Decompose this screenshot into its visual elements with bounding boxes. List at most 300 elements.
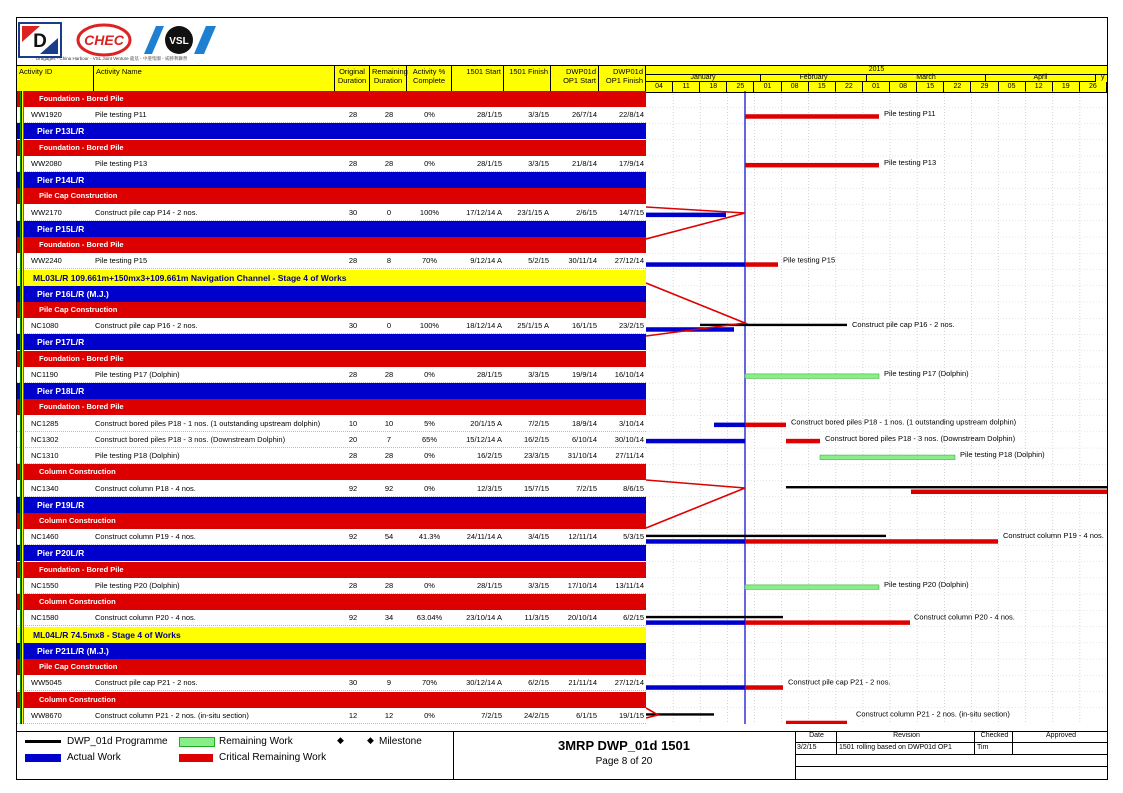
finish-date: 5/2/15 <box>528 256 549 266</box>
original-duration: 28 <box>348 256 358 266</box>
dwp-start: 19/9/14 <box>571 369 597 379</box>
timescale-day: 15 <box>917 82 944 92</box>
gantt-activity-label: Construct column P20 - 4 nos. <box>914 612 1015 622</box>
pier-group-row <box>17 383 646 399</box>
critical-bar <box>911 490 1107 495</box>
activity-name: Pile testing P15 <box>95 256 148 266</box>
col-dstart-l2: OP1 Start <box>563 76 596 85</box>
col-activity-id: Activity ID <box>17 66 94 92</box>
pier-group-row <box>17 545 646 561</box>
dwp-start: 31/10/14 <box>567 451 597 461</box>
timescale-month: February <box>761 74 867 82</box>
table-row <box>17 318 646 334</box>
activity-name: Construct column P19 - 4 nos. <box>95 532 196 542</box>
dragages-logo <box>18 22 62 58</box>
title-block-title: 3MRP DWP_01d 1501 <box>558 738 690 753</box>
chec-logo <box>76 22 132 58</box>
remaining-duration: 8 <box>386 256 392 266</box>
start-date: 23/10/14 A <box>466 613 502 623</box>
group-label: Pier P13L/R <box>37 126 85 137</box>
col-dfinish-l2: OP1 Finish <box>605 76 643 85</box>
remaining-duration: 28 <box>384 580 394 590</box>
dwp-finish: 16/10/14 <box>614 369 644 379</box>
gantt-activity-label: Pile testing P11 <box>884 109 936 119</box>
col-rem-l1: Remaining <box>372 67 408 76</box>
timescale-month: January <box>646 74 761 82</box>
start-date: 15/12/14 A <box>466 434 502 444</box>
original-duration: 28 <box>348 158 358 168</box>
group-label: Pier P17L/R <box>37 337 85 348</box>
start-date: 16/2/15 <box>476 451 502 461</box>
pier-group-row <box>17 172 646 188</box>
legend-programme-swatch <box>25 740 61 743</box>
activity-pct: 0% <box>424 110 435 120</box>
timescale-day: 25 <box>727 82 754 92</box>
original-duration: 92 <box>348 532 358 542</box>
rev-entry-checked: Tim <box>975 743 1013 755</box>
start-date: 28/1/15 <box>476 580 502 590</box>
table-row <box>17 432 646 448</box>
timescale-day: 18 <box>700 82 727 92</box>
legend-critical-swatch <box>179 754 213 762</box>
legend-critical-label: Critical Remaining Work <box>219 752 327 763</box>
activity-pct: 0% <box>424 451 435 461</box>
pier-group-row <box>17 497 646 513</box>
remaining-duration: 10 <box>384 418 394 428</box>
activity-name: Construct pile cap P16 - 2 nos. <box>95 321 198 331</box>
pier-group-row <box>17 334 646 350</box>
gantt-activity-label: Pile testing P20 (Dolphin) <box>884 579 969 589</box>
rev-header-checked: Checked <box>975 731 1013 743</box>
table-row <box>17 610 646 626</box>
revision-table <box>795 731 1107 779</box>
gantt-activity-label: Pile testing P13 <box>884 157 937 167</box>
activity-pct: 100% <box>419 207 440 217</box>
section-group-row <box>17 91 646 107</box>
start-date: 24/11/14 A <box>466 532 502 542</box>
actual-bar <box>646 539 745 544</box>
remaining-duration: 28 <box>384 451 394 461</box>
remaining-duration: 0 <box>386 321 392 331</box>
activity-pct: 41.3% <box>418 532 441 542</box>
original-duration: 20 <box>348 434 358 444</box>
timescale <box>646 66 1107 92</box>
programme-bar <box>646 535 886 537</box>
original-duration: 28 <box>348 580 358 590</box>
col-dfinish-l1: DWP01d <box>612 67 643 76</box>
section-group-row <box>17 302 646 318</box>
col-1501-finish: 1501 Finish <box>504 66 551 92</box>
activity-id: NC1285 <box>31 418 59 428</box>
rev-entry-date: 3/2/15 <box>795 743 837 755</box>
activity-id: NC1302 <box>31 434 59 444</box>
activity-pct: 65% <box>421 434 437 444</box>
dwp-start: 21/8/14 <box>571 158 597 168</box>
original-duration: 30 <box>348 678 358 688</box>
dwp-start: 6/1/15 <box>576 710 597 720</box>
col-pct-l2: Complete <box>412 76 446 85</box>
activity-id: WW2170 <box>31 207 62 217</box>
table-row <box>17 253 646 269</box>
section-group-row <box>17 692 646 708</box>
table-row <box>17 205 646 221</box>
group-label: Pile Cap Construction <box>39 304 118 314</box>
programme-bar <box>786 486 1107 488</box>
dwp-start: 6/10/14 <box>571 434 597 444</box>
actual-bar <box>646 685 745 690</box>
gantt-activity-label: Pile testing P17 (Dolphin) <box>884 368 969 378</box>
legend-actual-swatch <box>25 754 61 762</box>
section-group-row <box>17 513 646 529</box>
timescale-day: 05 <box>999 82 1026 92</box>
finish-date: 24/2/15 <box>523 710 549 720</box>
legend-remaining-swatch <box>179 737 215 747</box>
group-label: Pier P14L/R <box>37 175 85 186</box>
table-row <box>17 578 646 594</box>
dwp-finish: 5/3/15 <box>623 532 644 542</box>
timescale-day: 22 <box>836 82 863 92</box>
finish-date: 3/3/15 <box>528 369 549 379</box>
activity-id: NC1550 <box>31 580 59 590</box>
rev-entry-revision: 1501 rolling based on DWP01d OP1 <box>837 743 975 755</box>
dwp-start: 7/2/15 <box>576 483 597 493</box>
dwp-start: 20/10/14 <box>567 613 597 623</box>
gantt-activity-label: Construct column P21 - 2 nos. (in-situ section) <box>856 709 1010 719</box>
timescale-day: 04 <box>646 82 673 92</box>
activity-id: NC1080 <box>31 321 59 331</box>
dwp-finish: 6/2/15 <box>623 613 644 623</box>
col-dwp-finish <box>599 66 646 92</box>
group-label: Pier P21L/R (M.J.) <box>37 645 109 656</box>
gantt-chart <box>646 91 1107 724</box>
original-duration: 92 <box>348 483 358 493</box>
activity-name: Pile testing P17 (Dolphin) <box>95 369 180 379</box>
start-date: 30/12/14 A <box>466 678 502 688</box>
col-original-duration <box>335 66 370 92</box>
col-pct-l1: Activity % <box>412 67 446 76</box>
activity-name: Construct column P21 - 2 nos. (in-situ section) <box>95 710 249 720</box>
section-group-row <box>17 562 646 578</box>
actual-bar <box>646 213 726 218</box>
actual-bar <box>714 423 745 428</box>
critical-bar <box>745 423 786 428</box>
activity-id: NC1190 <box>31 369 58 379</box>
dwp-start: 30/11/14 <box>568 256 597 266</box>
rev-header-approved: Approved <box>1013 731 1107 743</box>
svg-text:VSL: VSL <box>169 36 189 47</box>
group-label: Pier P15L/R <box>37 223 85 234</box>
svg-text:CHEC: CHEC <box>84 32 124 48</box>
activity-name: Pile testing P20 (Dolphin) <box>95 580 180 590</box>
start-date: 28/1/15 <box>476 369 502 379</box>
group-label: Pier P18L/R <box>37 386 85 397</box>
remaining-duration: 12 <box>384 710 394 720</box>
finish-date: 6/2/15 <box>528 678 549 688</box>
original-duration: 28 <box>348 369 358 379</box>
activity-pct: 70% <box>421 678 437 688</box>
finish-date: 3/3/15 <box>528 110 549 120</box>
start-date: 20/1/15 A <box>470 418 502 428</box>
section-group-row <box>17 351 646 367</box>
critical-bar <box>745 685 783 690</box>
dwp-finish: 22/8/14 <box>618 110 644 120</box>
original-duration: 30 <box>348 207 358 217</box>
gantt-activity-label: Construct pile cap P16 - 2 nos. <box>852 320 955 330</box>
activity-pct: 63.04% <box>416 613 443 623</box>
title-block-page: Page 8 of 20 <box>595 756 653 767</box>
group-label: Foundation - Bored Pile <box>39 402 124 412</box>
section-group-row <box>17 188 646 204</box>
timescale-month: April <box>986 74 1096 82</box>
finish-date: 15/7/15 <box>523 483 549 493</box>
group-label: Foundation - Bored Pile <box>39 94 124 103</box>
finish-date: 11/3/15 <box>524 613 549 623</box>
critical-bar <box>786 721 847 724</box>
section-group-row <box>17 594 646 610</box>
svg-text:D: D <box>33 31 47 52</box>
activity-name: Pile testing P13 <box>95 158 148 168</box>
start-date: 17/12/14 A <box>466 207 502 217</box>
original-duration: 92 <box>348 613 358 623</box>
dwp-finish: 27/12/14 <box>614 678 644 688</box>
col-orig-l1: Original <box>339 67 365 76</box>
start-date: 28/1/15 <box>476 110 502 120</box>
remaining-duration: 9 <box>386 678 392 688</box>
start-date: 12/3/15 <box>476 483 502 493</box>
start-date: 28/1/15 <box>476 158 502 168</box>
pier-group-row <box>17 123 646 139</box>
activity-name: Construct column P18 - 4 nos. <box>95 483 196 493</box>
col-orig-l2: Duration <box>337 76 367 85</box>
group-label: Column Construction <box>39 694 116 704</box>
original-duration: 28 <box>348 451 358 461</box>
activity-name: Construct pile cap P14 - 2 nos. <box>95 207 198 217</box>
table-row <box>17 107 646 123</box>
critical-bar <box>745 539 998 544</box>
remaining-duration: 28 <box>384 158 394 168</box>
dwp-finish: 19/1/15 <box>618 710 644 720</box>
group-label: ML04L/R 74.5mx8 - Stage 4 of Works <box>33 629 181 640</box>
activity-name: Construct column P20 - 4 nos. <box>95 613 196 623</box>
timescale-day: 15 <box>809 82 836 92</box>
timescale-day: 08 <box>890 82 917 92</box>
remaining-bar <box>745 374 879 379</box>
table-row <box>17 416 646 432</box>
timescale-day: 22 <box>944 82 971 92</box>
dwp-start: 16/1/15 <box>571 321 597 331</box>
table-row <box>17 675 646 691</box>
timescale-month: March <box>867 74 986 82</box>
timescale-day: 08 <box>782 82 809 92</box>
timescale-day: 12 <box>1026 82 1053 92</box>
gantt-activity-label: Construct bored piles P18 - 1 nos. (1 outstanding upstream dolphin) <box>791 417 1017 427</box>
pier-group-row <box>17 643 646 659</box>
col-dwp-start <box>551 66 599 92</box>
activity-pct: 100% <box>419 321 440 331</box>
remaining-duration: 54 <box>384 532 394 542</box>
timescale-day: 26 <box>1080 82 1107 92</box>
group-label: Pile Cap Construction <box>39 662 118 672</box>
activity-pct: 0% <box>424 710 435 720</box>
dwp-finish: 23/2/15 <box>618 321 644 331</box>
rev-entry-approved <box>1013 743 1107 755</box>
rev-header-date: Date <box>795 731 837 743</box>
critical-bar <box>745 114 879 119</box>
start-date: 7/2/15 <box>481 710 502 720</box>
remaining-duration: 28 <box>384 110 394 120</box>
legend-actual-label: Actual Work <box>67 752 121 763</box>
col-1501-start: 1501 Start <box>452 66 504 92</box>
section-group-row <box>17 237 646 253</box>
dwp-finish: 27/12/14 <box>614 256 644 266</box>
stage-header-row <box>17 270 646 286</box>
activity-name: Pile testing P11 <box>95 110 147 120</box>
original-duration: 30 <box>348 321 358 331</box>
dwp-finish: 8/6/15 <box>623 483 644 493</box>
activity-pct: 70% <box>421 256 437 266</box>
activity-name: Pile testing P18 (Dolphin) <box>95 451 180 461</box>
timescale-day: 19 <box>1053 82 1080 92</box>
section-group-row <box>17 399 646 415</box>
finish-date: 3/4/15 <box>528 532 549 542</box>
group-label: Pier P16L/R (M.J.) <box>37 288 109 299</box>
gantt-activity-label: Construct pile cap P21 - 2 nos. <box>788 677 891 687</box>
group-label: Column Construction <box>39 467 116 477</box>
group-label: Pile Cap Construction <box>39 191 118 201</box>
activity-id: NC1340 <box>31 483 59 493</box>
remaining-duration: 7 <box>386 434 392 444</box>
col-dstart-l1: DWP01d <box>565 67 596 76</box>
group-label: Foundation - Bored Pile <box>39 240 124 250</box>
finish-date: 25/1/15 A <box>517 321 549 331</box>
timescale-day: 11 <box>673 82 700 92</box>
remaining-duration: 0 <box>386 207 392 217</box>
dwp-finish: 30/10/14 <box>614 434 644 444</box>
activity-name: Construct pile cap P21 - 2 nos. <box>95 678 198 688</box>
progress-line <box>646 708 658 718</box>
rev-header-revision: Revision <box>837 731 975 743</box>
activity-name: Construct bored piles P18 - 1 nos. (1 outstanding upstream dolphin) <box>95 418 321 428</box>
activity-pct: 0% <box>424 369 435 379</box>
group-label: Pier P20L/R <box>37 548 85 559</box>
activity-pct: 0% <box>424 580 435 590</box>
dwp-start: 21/11/14 <box>568 678 597 688</box>
group-label: Column Construction <box>39 515 116 525</box>
activity-id: WW2240 <box>31 256 62 266</box>
table-row <box>17 448 646 464</box>
group-label: Pier P19L/R <box>37 499 85 510</box>
original-duration: 10 <box>348 418 358 428</box>
activity-name: Construct bored piles P18 - 3 nos. (Downstream Dolphin) <box>95 434 286 444</box>
table-row <box>17 708 646 724</box>
activity-id: WW1920 <box>31 110 62 120</box>
original-duration: 28 <box>348 110 358 120</box>
dwp-start: 12/11/14 <box>568 532 597 542</box>
stage-header-row <box>17 627 646 643</box>
gantt-activity-label: Construct column P19 - 4 nos. <box>1003 531 1104 541</box>
finish-date: 23/3/15 <box>523 451 549 461</box>
dwp-finish: 13/11/14 <box>615 580 644 590</box>
legend-programme-label: DWP_01d Programme <box>67 736 168 747</box>
finish-date: 3/3/15 <box>528 580 549 590</box>
col-rem-l2: Duration <box>373 76 403 85</box>
remaining-bar <box>820 455 955 460</box>
activity-pct: 0% <box>424 483 435 493</box>
consortium-text: Dragages - China Harbour - VSL Joint Venture 龍基 - 中港集團 - 威勝利聯營 <box>36 56 188 61</box>
progress-line <box>646 480 745 528</box>
column-header-bar <box>17 65 1107 93</box>
table-row <box>17 481 646 497</box>
legend-milestone-label: Milestone <box>379 736 422 747</box>
actual-bar <box>646 262 745 267</box>
timescale-month-tail: y <box>1101 74 1105 81</box>
timescale-day: 01 <box>754 82 781 92</box>
rev-blank-row-2 <box>795 767 1107 779</box>
activity-id: WW5045 <box>31 678 62 688</box>
activity-id: NC1310 <box>31 451 59 461</box>
dwp-start: 18/9/14 <box>571 418 597 428</box>
col-remaining-duration <box>370 66 407 92</box>
rev-blank-row-1 <box>795 755 1107 767</box>
legend-remaining-label: Remaining Work <box>219 736 293 747</box>
activity-id: WW8670 <box>31 710 62 720</box>
actual-bar <box>646 439 745 444</box>
group-label: ML03L/R 109.661m+150mx3+109.661m Navigation Channel - Stage 4 of Works <box>33 272 347 283</box>
timescale-day: 01 <box>863 82 890 92</box>
timescale-day: 29 <box>971 82 998 92</box>
programme-bar <box>646 616 783 618</box>
dwp-finish: 27/11/14 <box>615 451 644 461</box>
section-group-row <box>17 464 646 480</box>
section-group-row <box>17 140 646 156</box>
critical-bar <box>745 620 910 625</box>
critical-bar <box>786 439 820 444</box>
remaining-duration: 92 <box>384 483 394 493</box>
gantt-activity-label: Pile testing P18 (Dolphin) <box>960 450 1045 460</box>
pier-group-row <box>17 221 646 237</box>
group-label: Foundation - Bored Pile <box>39 353 124 363</box>
start-date: 9/12/14 A <box>470 256 502 266</box>
col-activity-name: Activity Name <box>94 66 335 92</box>
dwp-start: 26/7/14 <box>571 110 597 120</box>
milestone-diamond-icon: ◆ <box>337 735 344 745</box>
group-label: Foundation - Bored Pile <box>39 564 124 574</box>
activity-pct: 5% <box>424 418 435 428</box>
actual-bar <box>646 620 745 625</box>
remaining-duration: 34 <box>384 613 394 623</box>
critical-bar <box>745 163 879 168</box>
progress-line <box>646 207 745 239</box>
remaining-bar <box>745 585 879 590</box>
milestone-diamond-icon-2: ◆ <box>367 735 374 745</box>
table-row <box>17 529 646 545</box>
activity-id: WW2080 <box>31 158 62 168</box>
gantt-activity-label: Pile testing P15 <box>783 255 836 265</box>
table-row <box>17 367 646 383</box>
table-left-stripes <box>20 91 24 724</box>
group-label: Foundation - Bored Pile <box>39 142 124 152</box>
critical-bar <box>745 262 778 267</box>
dwp-start: 17/10/14 <box>567 580 597 590</box>
timescale-year: 2015 <box>646 66 1107 75</box>
dwp-finish: 14/7/15 <box>618 207 644 217</box>
finish-date: 23/1/15 A <box>517 207 549 217</box>
original-duration: 12 <box>348 710 358 720</box>
pier-group-row <box>17 286 646 302</box>
vsl-logo <box>142 22 218 58</box>
finish-date: 7/2/15 <box>528 418 549 428</box>
activity-id: NC1580 <box>31 613 59 623</box>
